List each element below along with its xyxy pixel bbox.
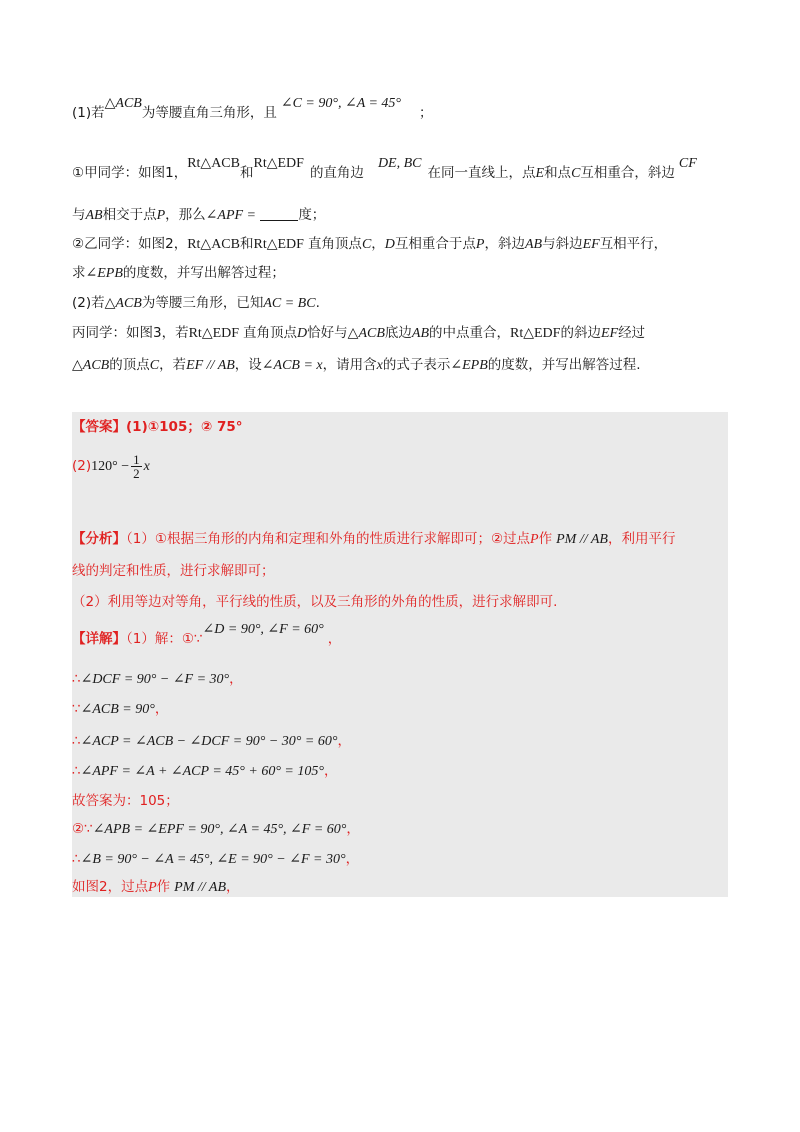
detail-step-5: 故答案为：105；	[72, 793, 179, 809]
question-line-1: (1)若△ACB为等腰直角三角形，且∠C = 90°, ∠A = 45°；	[72, 96, 433, 121]
analysis-line-2: 线的判定和性质，进行求解即可；	[72, 563, 275, 579]
detail-step-8: 如图2，过点P作 PM // AB，	[72, 879, 240, 895]
question-line-7: 丙同学：如图3，若Rt△EDF 直角顶点D恰好与△ACB底边AB的中点重合，Rt△EDF的斜边EF经过	[72, 325, 646, 341]
question-line-4: ②乙同学：如图2，Rt△ACB和Rt△EDF 直角顶点C，D互相重合于点P，斜边AB与斜边EF互相平行，	[72, 236, 668, 252]
question-line-6: (2)若△ACB为等腰三角形，已知AC = BC.	[72, 295, 320, 311]
analysis-line-3: （2）利用等边对等角，平行线的性质，以及三角形的外角的性质，进行求解即可.	[72, 594, 558, 610]
answer-label: 【答案】	[72, 419, 126, 435]
fraction-one-half: $\frac{1}{2}$	[133, 451, 140, 481]
detail-step-4: ∴∠APF = ∠A + ∠ACP = 45° + 60° = 105°，	[72, 763, 338, 779]
question-line-5: 求∠EPB的度数，并写出解答过程；	[72, 265, 285, 281]
answer-line-2: (2)120° − $\frac{1}{2}$ x	[72, 451, 150, 481]
detail-step-3: ∴∠ACP = ∠ACB − ∠DCF = 90° − 30° = 60°，	[72, 733, 351, 749]
detail-step-7: ∴∠B = 90° − ∠A = 45°, ∠E = 90° − ∠F = 30°，	[72, 851, 360, 867]
detail-label: 【详解】	[72, 631, 126, 647]
answer-blank	[260, 206, 298, 221]
analysis-line-1: 【分析】（1）①根据三角形的内角和定理和外角的性质进行求解即可；②过点P作 PM // AB，利用平行	[72, 531, 676, 547]
detail-step-2: ∵∠ACB = 90°，	[72, 701, 169, 717]
question-line-8: △ACB的顶点C，若EF // AB，设∠ACB = x，请用含x的式子表示∠EPB的度数，并写出解答过程.	[72, 357, 641, 373]
detail-step-6: ②∵∠APB = ∠EPF = 90°, ∠A = 45°, ∠F = 60°，	[72, 821, 360, 837]
answer-line-1: 【答案】(1)①105；② 75°	[72, 419, 243, 435]
analysis-label: 【分析】	[72, 531, 126, 547]
detail-line-1: 【详解】（1）解：①∵∠D = 90°, ∠F = 60°，	[72, 622, 342, 647]
detail-step-1: ∴∠DCF = 90° − ∠F = 30°，	[72, 671, 243, 687]
question-line-2: ①甲同学：如图1，Rt△ACB和Rt△EDF的直角边DE, BC在同一直线上，点E和点C互相重合，斜边CF	[72, 156, 697, 181]
question-line-3: 与AB相交于点P，那么∠APF = 度；	[72, 207, 326, 223]
